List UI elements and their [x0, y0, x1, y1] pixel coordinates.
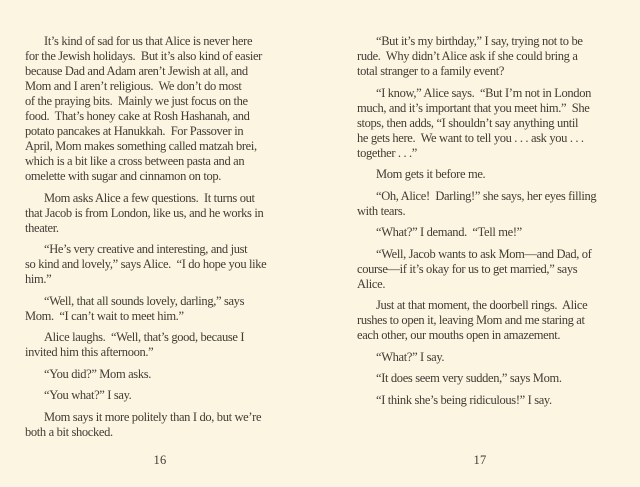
text-line: together . . .”: [357, 145, 418, 160]
text-line: both a bit shocked.: [25, 424, 113, 439]
paragraph: [25, 294, 303, 324]
text-line: April, Mom makes something called matzah brei,: [25, 139, 257, 153]
text-line: “It does seem very sudden,” says Mom.: [376, 371, 562, 385]
paragraph: [357, 225, 619, 240]
text-line: rushes to open it, leaving Mom and me staring at: [357, 313, 585, 327]
text-line: “Well, Jacob wants to ask Mom—and Dad, of: [376, 246, 592, 261]
text-line: invited him this afternoon.”: [25, 345, 154, 359]
text-line: much, and it’s important that you meet him.” She: [357, 100, 590, 115]
page-right: [320, 0, 640, 487]
text-line: “I know,” Alice says. “But I’m not in London: [376, 85, 591, 100]
paragraph: [357, 189, 619, 219]
text-line: Mom. “I can’t wait to meet him.”: [25, 308, 184, 323]
page-left-number: 16: [153, 453, 167, 467]
text-line: because Dad and Adam aren’t Jewish at all, and: [25, 64, 248, 78]
text-line: so kind and lovely,” says Alice. “I do hope you like: [25, 257, 267, 271]
text-line: “Well, that all sounds lovely, darling,” says: [44, 293, 245, 308]
page-right-text: [357, 34, 619, 408]
text-line: “You did?” Mom asks.: [44, 366, 152, 381]
text-line: with tears.: [357, 203, 406, 218]
text-line: Mom gets it before me.: [376, 167, 486, 181]
paragraph: [25, 242, 303, 287]
paragraph: [25, 388, 303, 403]
text-line: for the Jewish holidays. But it’s also kind of easier: [25, 49, 262, 63]
text-line: that Jacob is from London, like us, and he works in: [25, 205, 264, 220]
text-line: “Oh, Alice! Darling!” she says, her eyes filling: [376, 188, 597, 203]
text-line: each other, our mouths open in amazement.: [357, 328, 561, 342]
paragraph: [357, 34, 619, 79]
text-line: “You what?” I say.: [44, 388, 132, 402]
text-line: stops, then adds, “I shouldn’t say anything until: [357, 115, 579, 130]
text-line: which is a bit like a cross between pasta and an: [25, 154, 245, 168]
paragraph: [25, 330, 303, 360]
paragraph: [357, 247, 619, 292]
text-line: omelette with sugar and cinnamon on top.: [25, 169, 222, 183]
text-line: “What?” I demand. “Tell me!”: [376, 225, 522, 239]
text-line: Mom and I aren’t religious. We don’t do most: [25, 79, 242, 93]
paragraph: [357, 393, 619, 408]
text-line: total stranger to a family event?: [357, 64, 505, 78]
text-line: theater.: [25, 220, 59, 235]
text-line: him.”: [25, 272, 52, 286]
text-line: Just at that moment, the doorbell rings. Alice: [376, 298, 588, 312]
text-line: Mom asks Alice a few questions. It turns out: [44, 190, 255, 205]
page-right-number: 17: [473, 453, 487, 467]
text-line: he gets here. We want to tell you . . . ask you . . .: [357, 130, 584, 145]
paragraph: [25, 34, 303, 184]
paragraph: [357, 371, 619, 386]
text-line: course—if it’s okay for us to get married,” says: [357, 261, 578, 276]
text-line: Alice laughs. “Well, that’s good, because I: [44, 330, 245, 344]
text-line: “He’s very creative and interesting, and just: [44, 242, 248, 256]
text-line: food. That’s honey cake at Rosh Hashanah, and: [25, 109, 250, 123]
text-line: “I think she’s being ridiculous!” I say.: [376, 392, 552, 407]
paragraph: [25, 410, 303, 440]
text-line: potato pancakes at Hanukkah. For Passover in: [25, 124, 244, 138]
paragraph: [357, 350, 619, 365]
paragraph: [357, 298, 619, 343]
text-line: “But it’s my birthday,” I say, trying not to be: [376, 34, 583, 48]
text-line: “What?” I say.: [376, 349, 445, 364]
text-line: rude. Why didn’t Alice ask if she could bring a: [357, 49, 578, 63]
text-line: It’s kind of sad for us that Alice is never here: [44, 34, 253, 48]
paragraph: [25, 191, 303, 236]
text-line: Mom says it more politely than I do, but we’re: [44, 409, 262, 424]
paragraph: [357, 86, 619, 161]
paragraph: [25, 367, 303, 382]
text-line: Alice.: [357, 276, 386, 291]
text-line: of the praying bits. Mainly we just focus on the: [25, 94, 248, 108]
paragraph: [357, 167, 619, 182]
page-left-text: [25, 34, 303, 440]
